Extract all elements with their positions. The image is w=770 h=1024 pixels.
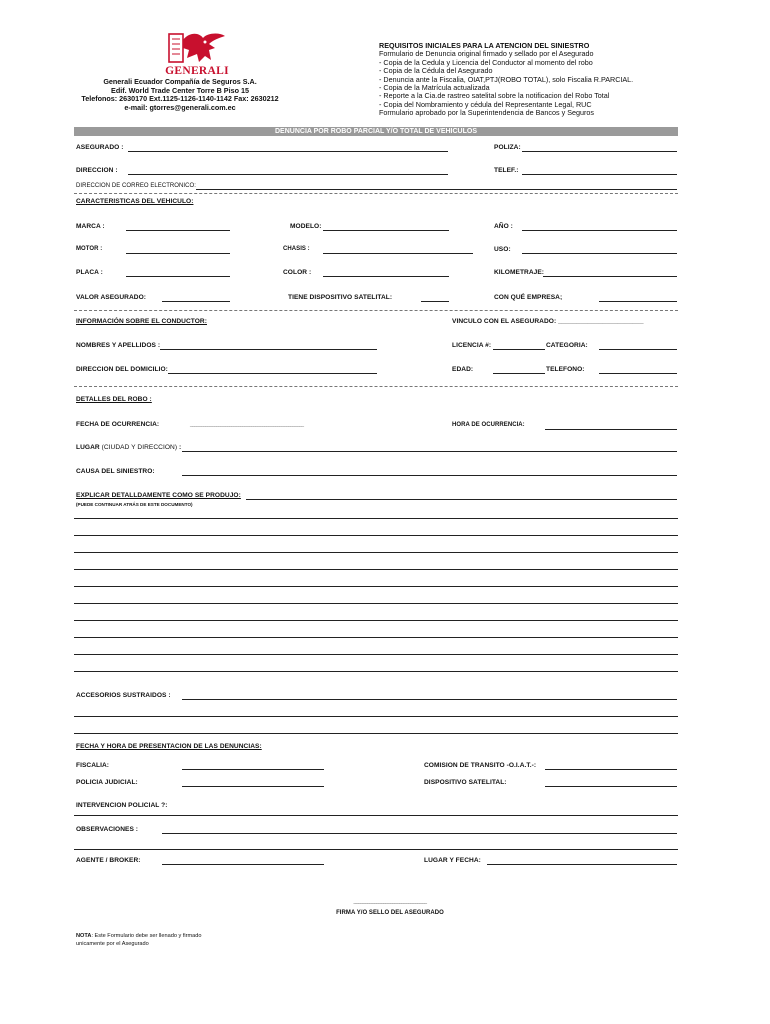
valor-asegurado-label: VALOR ASEGURADO: [76,294,147,301]
nombres-field[interactable] [160,349,377,350]
edad-field[interactable] [493,373,545,374]
hora-ocurrencia-field[interactable] [545,429,677,430]
accesorios-line[interactable] [74,716,678,717]
policia-label: POLICIA JUDICIAL: [76,779,138,786]
requirement-item: Formulario aprobado por la Superintendencia de Bancos y Seguros [379,108,594,118]
lugar-fecha-field[interactable] [487,864,677,865]
categoria-label: CATEGORIA: [546,342,588,349]
intervencion-line[interactable] [74,815,678,816]
empresa-field[interactable] [599,301,677,302]
explanation-line[interactable] [74,518,678,519]
anio-field[interactable] [522,230,677,231]
causa-field[interactable] [182,475,677,476]
valor-asegurado-field[interactable] [162,301,230,302]
lugar-fecha-label: LUGAR Y FECHA: [424,857,481,864]
logo-text: GENERALI [165,65,229,77]
requirement-item: - Copia del Nombramiento y cédula del Representante Legal, RUC [379,99,592,109]
divider [74,310,678,311]
categoria-field[interactable] [599,349,677,350]
nota-label: NOTA [76,933,92,939]
firma-label: FIRMA Y/O SELLO DEL ASEGURADO [336,910,444,916]
kilometraje-field[interactable] [543,276,677,277]
asegurado-field[interactable] [128,151,448,152]
observaciones-line[interactable] [74,849,678,850]
hora-ocurrencia-label: HORA DE OCURRENCIA: [452,422,525,428]
licencia-field[interactable] [493,349,545,350]
comision-label: COMISION DE TRANSITO -O.I.A.T.-: [424,762,537,769]
requirement-item: - Denuncia ante la Fiscalia, OIAT,PTJ(ROBO TOTAL), solo Fiscalia R.PARCIAL. [379,74,634,84]
direccion-label: DIRECCION : [76,167,118,174]
color-field[interactable] [323,276,449,277]
empresa-label: CON QUÉ EMPRESA; [494,294,563,301]
requirement-item: - Copia de la Cedula y Licencia del Conductor al momento del robo [379,57,593,67]
telefono-field[interactable] [599,373,677,374]
explanation-line[interactable] [74,552,678,553]
policia-field[interactable] [182,786,324,787]
chasis-label: CHASIS : [283,246,310,252]
domicilio-field[interactable] [168,373,377,374]
company-email: e-mail: gtorres@generali.com.ec [124,102,236,112]
agente-field[interactable] [162,864,324,865]
marca-field[interactable] [126,230,230,231]
motor-label: MOTOR : [76,246,103,252]
company-address: Edif. World Trade Center Torre B Piso 15 [111,85,249,95]
form-title: DENUNCIA POR ROBO PARCIAL Y/O TOTAL DE VEHICULOS [74,127,678,136]
lugar-word: LUGAR [76,444,100,451]
explanation-line[interactable] [74,654,678,655]
asegurado-label: ASEGURADO : [76,144,124,151]
modelo-field[interactable] [323,230,449,231]
dispositivo-field[interactable] [421,301,449,302]
dispositivo-satelital-label: DISPOSITIVO SATELITAL: [424,779,507,786]
email-field[interactable] [196,189,677,190]
requirements-block [379,42,633,118]
dispositivo-label: TIENE DISPOSITIVO SATELITAL: [288,294,393,301]
firma-field[interactable]: ________________________________ [353,899,427,905]
poliza-label: POLIZA: [494,144,521,151]
anio-label: AÑO : [494,223,513,230]
requirement-item: - Reporte a la Cia.de rastreo satelital sobre la notificacion del Robo Total [379,91,610,101]
direccion-field[interactable] [128,174,448,175]
intervencion-label: INTERVENCION POLICIAL ?: [76,802,168,809]
explanation-line[interactable] [74,637,678,638]
requirement-item: - Copia de la Matrícula actualizada [379,83,490,93]
observaciones-label: OBSERVACIONES : [76,826,139,833]
lion-icon [165,30,229,66]
fecha-ocurrencia-field[interactable]: ____________________________________________________ [190,422,304,428]
lugar-label [76,444,181,451]
fecha-ocurrencia-label: FECHA DE OCURRENCIA: [76,421,160,428]
dispositivo-satelital-field[interactable] [545,786,677,787]
vinculo-label: VINCULO CON EL ASEGURADO: _______________________ [452,318,644,325]
licencia-label: LICENCIA #: [452,342,492,349]
conductor-section-title: INFORMACIÓN SOBRE EL CONDUCTOR: [76,318,207,325]
marca-label: MARCA : [76,223,105,230]
nota-text-2: unicamente por el Asegurado [76,941,149,947]
chasis-field[interactable] [323,253,473,254]
accesorios-field[interactable] [182,699,677,700]
explanation-line[interactable] [74,535,678,536]
domicilio-label: DIRECCION DEL DOMICILIO: [76,366,168,373]
explanation-line[interactable] [74,569,678,570]
requirement-item: Formulario de Denuncia original firmado y sellado por el Asegurado [379,49,594,59]
divider [74,193,678,194]
company-name: Generali Ecuador Compañía de Seguros S.A. [103,77,257,86]
lugar-field[interactable] [182,451,677,452]
motor-field[interactable] [126,253,230,254]
explicar-field[interactable] [246,499,677,500]
lugar-sub: (CIUDAD Y DIRECCION) [101,444,178,451]
nota [76,933,202,939]
requirements-title: REQUISITOS INICIALES PARA LA ATENCION DEL SINIESTRO [379,41,590,50]
color-label: COLOR : [283,269,312,276]
telef-label: TELEF.: [494,167,519,174]
edad-label: EDAD: [452,366,474,373]
divider [74,386,678,387]
nombres-label: NOMBRES Y APELLIDOS : [76,342,161,349]
fiscalia-field[interactable] [182,769,324,770]
denuncias-section-title: FECHA Y HORA DE PRESENTACION DE LAS DENUNCIAS: [76,743,262,750]
explanation-line[interactable] [74,586,678,587]
explanation-line[interactable] [74,671,678,672]
lugar-colon: : [178,444,182,451]
causa-label: CAUSA DEL SINIESTRO: [76,468,155,475]
comision-field[interactable] [545,769,677,770]
vehicle-section-title: CARACTERISTICAS DEL VEHICULO: [76,198,194,205]
nota-text: : Este Formulario debe ser llenado y firmado [91,933,202,939]
requirement-item: - Copia de la Cédula del Asegurado [379,66,493,76]
generali-logo [165,30,229,78]
robo-section-title: DETALLES DEL ROBO : [76,396,152,403]
explanation-line[interactable] [74,603,678,604]
fiscalia-label: FISCALIA: [76,762,110,769]
explicar-sub: (PUEDE CONTINUAR ATRÁS DE ESTE DOCUMENTO) [76,502,193,507]
company-phones: Telefonos: 2630170 Ext.1125-1126-1140-1142 Fax: 2630212 [81,94,279,104]
placa-field[interactable] [126,276,230,277]
uso-label: USO: [494,246,511,253]
accesorios-label: ACCESORIOS SUSTRAIDOS : [76,692,171,699]
placa-label: PLACA : [76,269,103,276]
telefono-label: TELEFONO: [546,366,585,373]
uso-field[interactable] [522,253,677,254]
poliza-field[interactable] [522,151,677,152]
email-label: DIRECCION DE CORREO ELECTRONICO: [76,183,196,189]
telef-field[interactable] [522,174,677,175]
company-info [60,78,300,112]
explicar-label: EXPLICAR DETALLDAMENTE COMO SE PRODUJO: [76,492,241,499]
kilometraje-label: KILOMETRAJE: [494,269,545,276]
observaciones-field[interactable] [162,833,677,834]
accesorios-line[interactable] [74,733,678,734]
modelo-label: MODELO: [290,223,322,230]
agente-label: AGENTE / BROKER: [76,857,141,864]
explanation-line[interactable] [74,620,678,621]
